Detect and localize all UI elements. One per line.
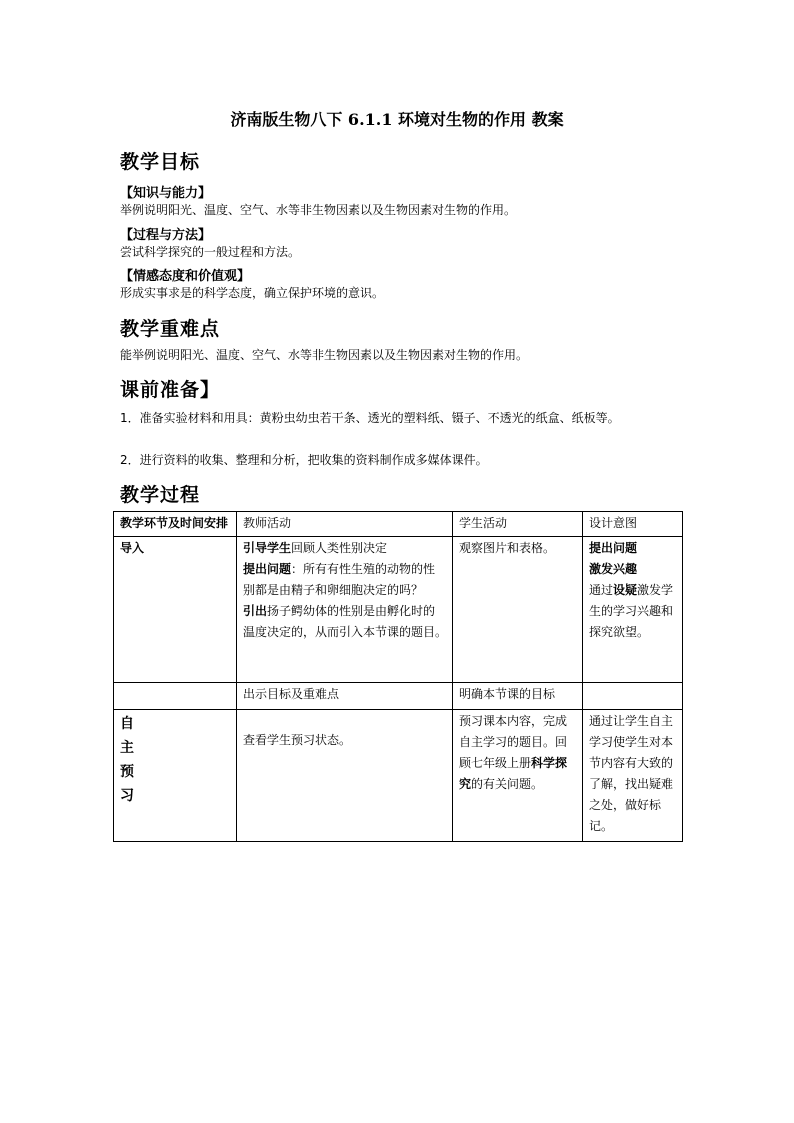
preparation-heading: 课前准备】 [120, 379, 221, 401]
table-row [114, 683, 683, 710]
text: 激发学生的学习兴趣和探究欲望。 [589, 583, 674, 639]
bold-text: 引导学生 [243, 541, 292, 555]
process-method-text: 尝试科学探究的一般过程和方法。 [120, 245, 301, 259]
bold-text: 激发兴趣 [589, 562, 638, 576]
stage-char: 自 [120, 716, 134, 732]
stage-char: 习 [120, 788, 134, 804]
intent-cell [583, 683, 683, 710]
key-points-heading: 教学重难点 [120, 318, 221, 340]
document-title: 济南版生物八下 6.1.1 环境对生物的作用 教案 [230, 110, 564, 129]
teacher-cell [237, 537, 453, 683]
objectives-heading: 教学目标 [120, 151, 201, 173]
attitude-text: 形成实事求是的科学态度，确立保护环境的意识。 [120, 286, 385, 300]
process-method-heading: 【过程与方法】 [120, 228, 212, 243]
student-cell: 观察图片和表格。 [453, 537, 583, 683]
text: 扬子鳄幼体的性别是由孵化时的温度决定的，从而引入本节课的题目。 [243, 604, 448, 639]
teaching-process-table [113, 511, 683, 842]
teacher-cell: 查看学生预习状态。 [237, 710, 453, 842]
header-student: 学生活动 [453, 512, 583, 537]
header-intent: 设计意图 [583, 512, 683, 537]
knowledge-text: 举例说明阳光、温度、空气、水等非生物因素以及生物因素对生物的作用。 [120, 203, 517, 217]
student-cell [453, 710, 583, 842]
table-header-row [114, 512, 683, 537]
bold-text: 设疑 [613, 583, 638, 597]
text: ：所有有性生殖的动物的性别都是由精子和卵细胞决定的吗？ [243, 562, 436, 597]
student-cell: 明确本节课的目标 [453, 683, 583, 710]
teacher-cell: 出示目标及重难点 [237, 683, 453, 710]
attitude-heading: 【情感态度和价值观】 [120, 269, 251, 284]
text: 通过 [589, 583, 614, 597]
text: 的有关问题。 [471, 777, 544, 791]
preparation-item-1: 1．准备实验材料和用具：黄粉虫幼虫若干条、透光的塑料纸、镊子、不透光的纸盒、纸板等。 [120, 411, 620, 425]
bold-text: 提出问题 [589, 541, 638, 555]
text: 预习课本内容，完成自主学习的题目。回顾七年级上册 [459, 714, 568, 770]
table-row [114, 710, 683, 842]
stage-char: 主 [120, 740, 134, 756]
key-points-text: 能举例说明阳光、温度、空气、水等非生物因素以及生物因素对生物的作用。 [120, 348, 529, 362]
stage-cell [114, 710, 237, 842]
teaching-process-heading: 教学过程 [120, 484, 201, 506]
header-stage: 教学环节及时间安排 [114, 512, 237, 537]
stage-char: 预 [120, 764, 134, 780]
bold-text: 引出 [243, 604, 268, 618]
bold-text: 提出问题 [243, 562, 292, 576]
preparation-item-2: 2．进行资料的收集、整理和分析，把收集的资料制作成多媒体课件。 [120, 453, 488, 467]
intent-cell [583, 537, 683, 683]
stage-cell: 导入 [114, 537, 237, 683]
knowledge-heading: 【知识与能力】 [120, 186, 212, 201]
bold-text: 科学探究 [459, 756, 568, 791]
intent-cell: 通过让学生自主学习使学生对本节内容有大致的了解，找出疑难之处，做好标记。 [583, 710, 683, 842]
text: 回顾人类性别决定 [291, 541, 388, 555]
header-teacher: 教师活动 [237, 512, 453, 537]
stage-cell [114, 683, 237, 710]
table-row [114, 537, 683, 683]
